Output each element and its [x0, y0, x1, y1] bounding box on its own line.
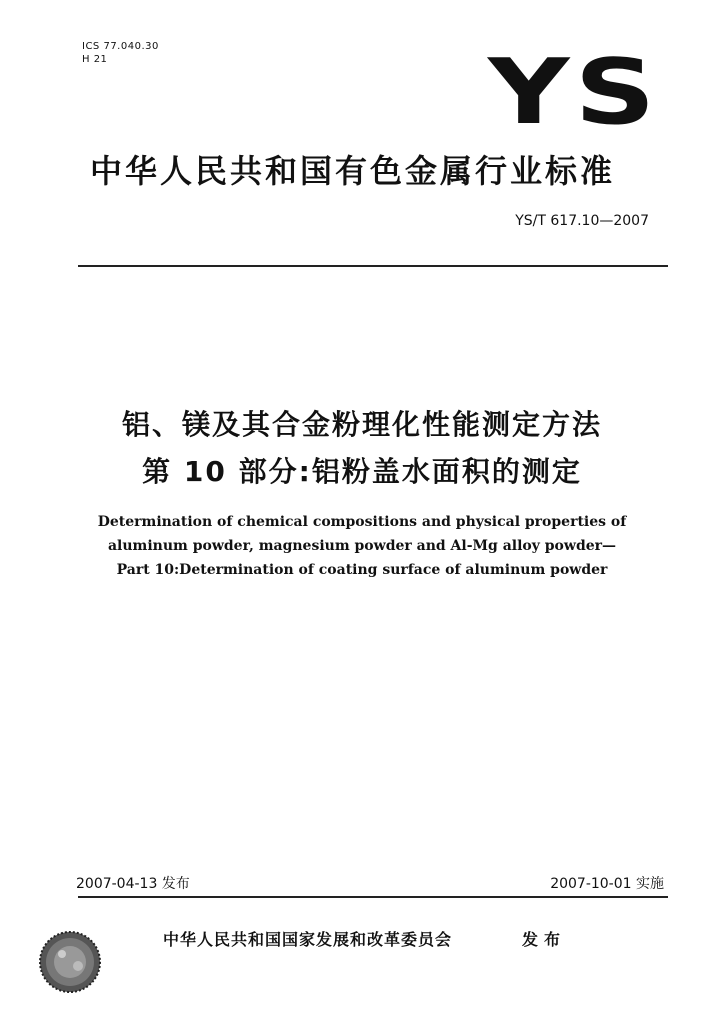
ys-logo: YS	[488, 40, 661, 145]
standard-title: 中华人民共和国有色金属行业标准	[90, 152, 616, 190]
issuer-name: 中华人民共和国国家发展和改革委员会	[163, 930, 453, 949]
class-code: H 21	[82, 54, 108, 65]
ics-code: ICS 77.040.30	[82, 41, 159, 52]
cn-title-line1: 铝、镁及其合金粉理化性能测定方法	[121, 408, 602, 441]
classification-codes	[82, 40, 159, 66]
cn-title-line2: 第 10 部分:铝粉盖水面积的测定	[142, 455, 582, 488]
issuer-verb: 发布	[522, 930, 567, 949]
en-title	[0, 510, 724, 582]
top-divider	[78, 265, 668, 267]
seal-stamp-icon	[38, 930, 102, 994]
issue-date: 2007-04-13 发布	[76, 876, 190, 892]
en-title-line1: Determination of chemical compositions and physical properties of	[97, 514, 627, 530]
en-title-line2: aluminum powder, magnesium powder and Al-Mg alloy powder—	[107, 538, 617, 554]
en-title-line3: Part 10:Determination of coating surface of aluminum powder	[116, 562, 608, 578]
implement-date: 2007-10-01 实施	[550, 876, 664, 892]
bottom-divider	[78, 896, 668, 898]
standard-number: YS/T 617.10—2007	[515, 213, 649, 229]
